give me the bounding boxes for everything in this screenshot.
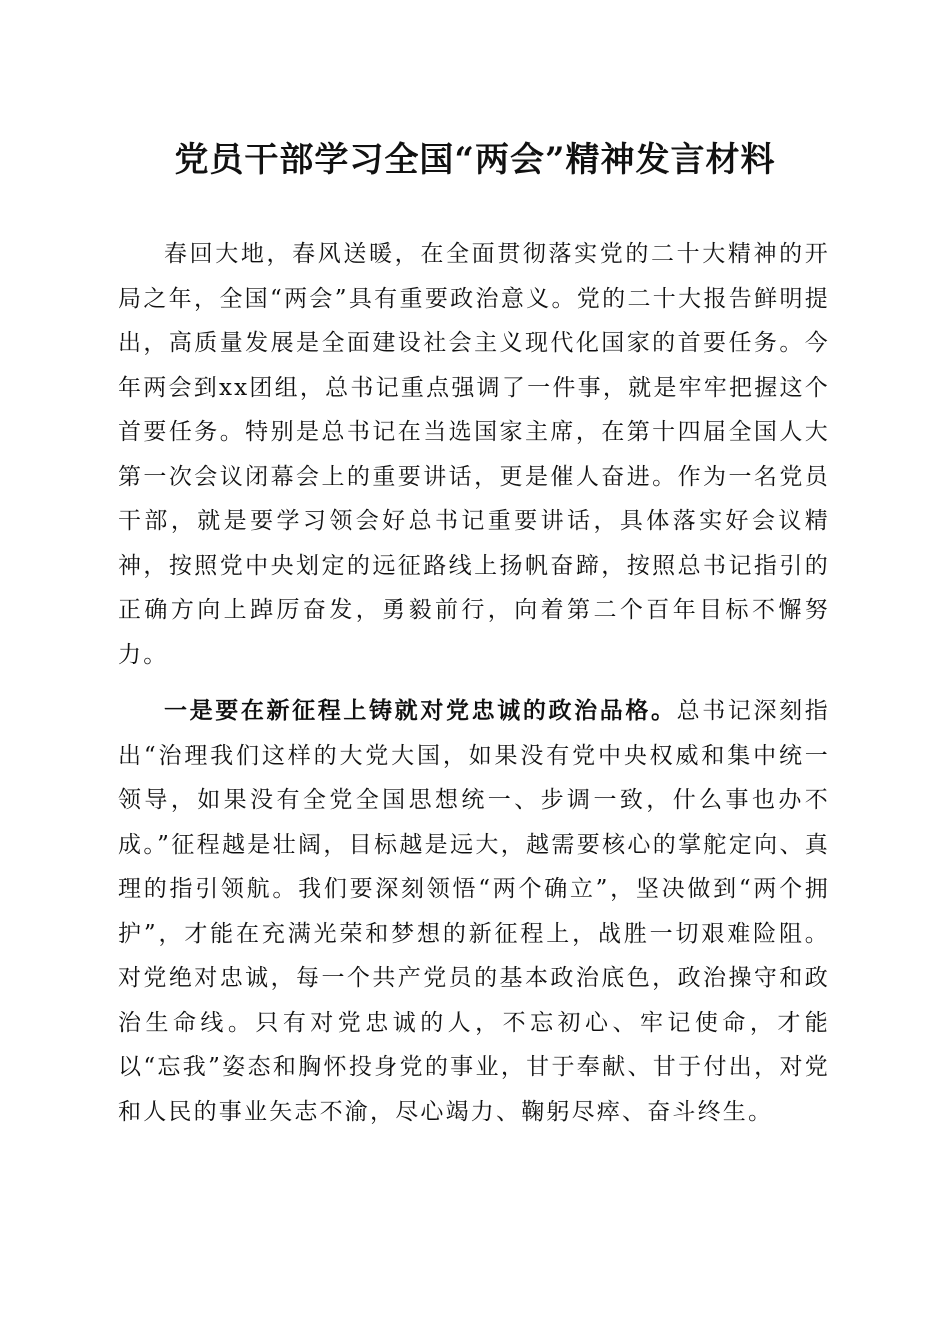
document-title: 党员干部学习全国“两会”精神发言材料	[174, 140, 776, 180]
paragraph-point-one	[118, 689, 830, 1134]
paragraph-intro-text: 春回大地，春风送暖，在全面贯彻落实党的二十大精神的开局之年，全国“两会”具有重要政治意义。党的二十大报告鲜明提出，高质量发展是全面建设社会主义现代化国家的首要任务。今年两会到xx团组，总书记重点强调了一件事，就是牢牢把握这个首要任务。特别是总书记在当选国家主席，在第十四届全国人大第一次会议闭幕会上的重要讲话，更是催人奋进。作为一名党员干部，就是要学习领会好总书记重要讲话，具体落实好会议精神，按照党中央划定的远征路线上扬帆奋蹄，按照总书记指引的正确方向上踔厉奋发，勇毅前行，向着第二个百年目标不懈努力。	[118, 241, 830, 668]
paragraph-intro	[118, 232, 830, 677]
paragraph-point-one-heading: 一是要在新征程上铸就对党忠诚的政治品格。	[164, 697, 677, 724]
paragraph-point-one-text: 总书记深刻指出“治理我们这样的大党大国，如果没有党中央权威和集中统一领导，如果没有全党全国思想统一、步调一致，什么事也办不成。”征程越是壮阔，目标越是远大，越需要核心的掌舵定向、真理的指引领航。我们要深刻领悟“两个确立”，坚决做到“两个拥护”，才能在充满光荣和梦想的新征程上，战胜一切艰难险阻。对党绝对忠诚，每一个共产党员的基本政治底色，政治操守和政治生命线。只有对党忠诚的人，不忘初心、牢记使命，才能以“忘我”姿态和胸怀投身党的事业，甘于奉献、甘于付出，对党和人民的事业矢志不渝，尽心竭力、鞠躬尽瘁、奋斗终生。	[118, 698, 831, 1125]
document-body	[118, 232, 830, 1134]
